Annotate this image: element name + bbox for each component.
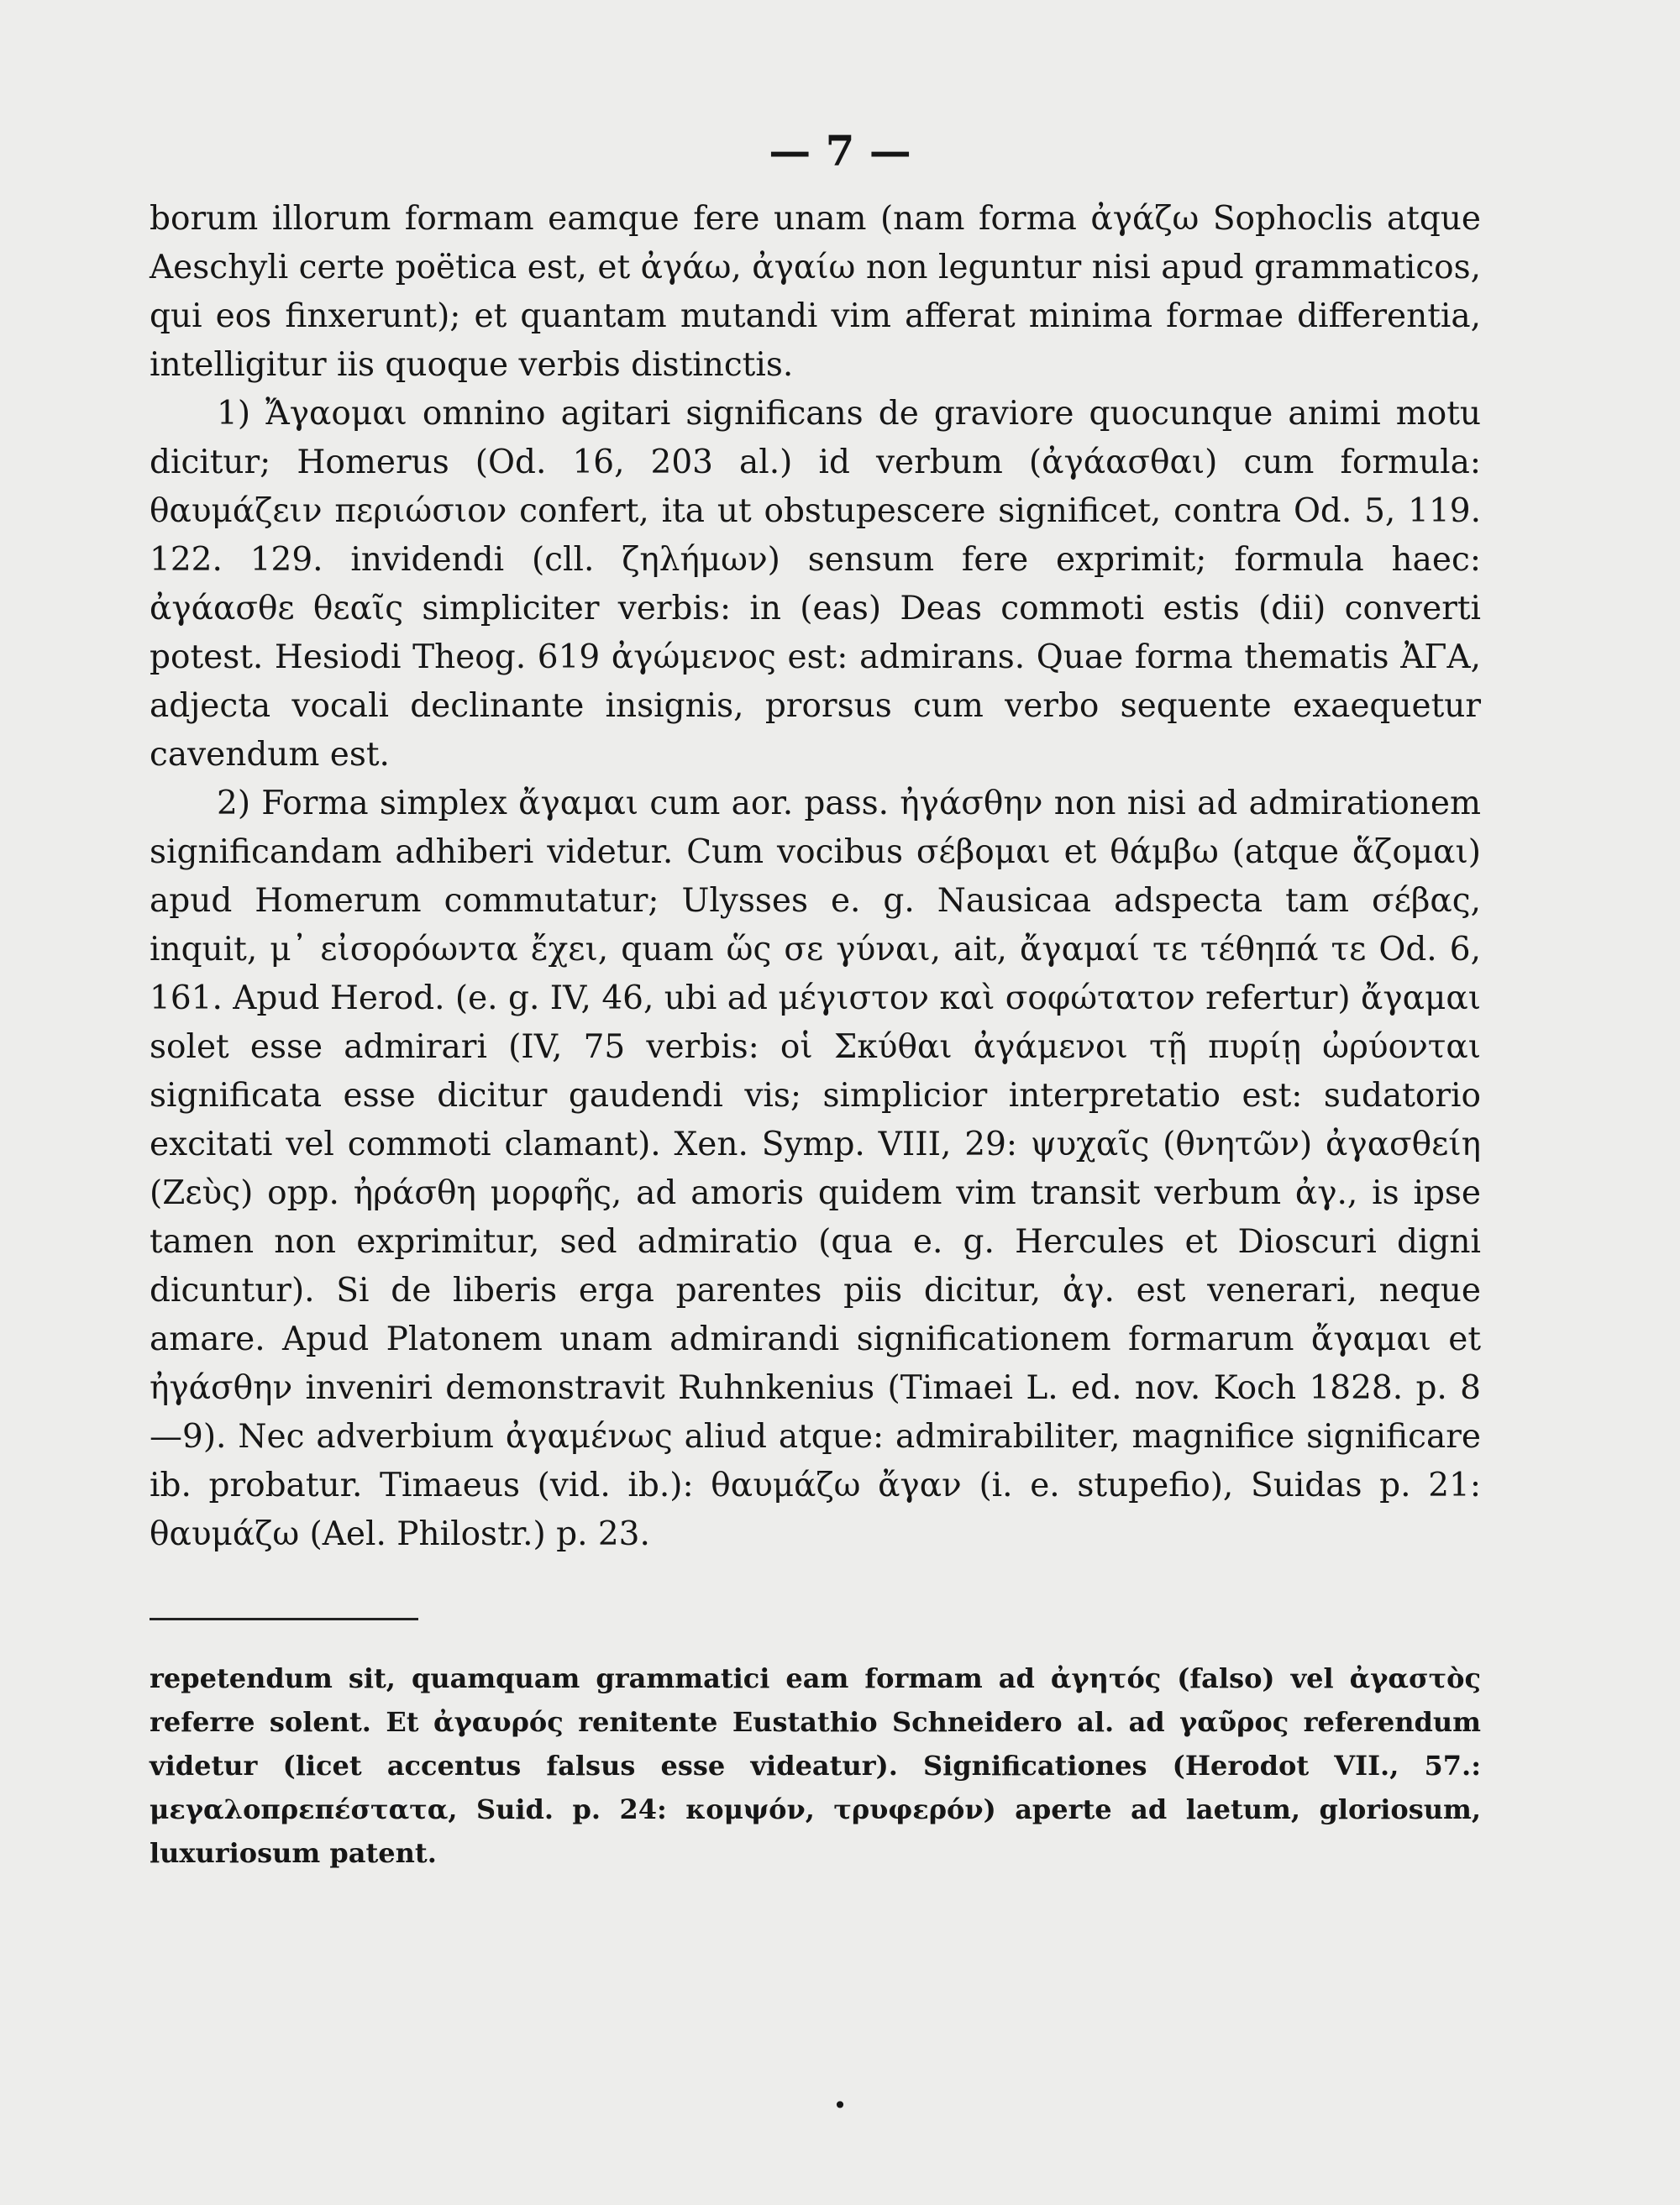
main-text: [150, 195, 1481, 1559]
footnote-divider: [150, 1618, 418, 1620]
footnote-text: repetendum sit, quamquam grammatici eam formam ad ἀγητός (falso) vel ἀγαστὸς referre solent. Et ἀγαυρός renitente Eustathio Schneidero al. ad γαῦρος referendum videtur (licet accentus falsus esse videatur). Significationes (Herodot VII., 57.: μεγαλοπρεπέστατα, Suid. p. 24: κομψόν, τρυφερόν) aperte ad laetum, gloriosum, luxuriosum patent.: [150, 1662, 1481, 1869]
footnote: [150, 1656, 1481, 1875]
body-paragraph: 1) Ἄγαομαι omnino agitari significans de graviore quocunque animi motu dicitur; Homerus (Od. 16, 203 al.) id verbum (ἀγάασθαι) cum formula: θαυμάζειν περιώσιον confert, ita ut obstupescere significet, contra Od. 5, 119. 122. 129. invidendi (cll. ζηλήμων) sensum fere exprimit; formula haec: ἀγάασθε θεαῖς simpliciter verbis: in (eas) Deas commoti estis (dii) converti potest. Hesiodi Theog. 619 ἀγώμενος est: admirans. Quae forma thematis ἈΓΑ, adjecta vocali declinante insignis, prorsus cum verbo sequente exaequetur cavendum est.: [150, 395, 1481, 774]
bottom-mark: •: [832, 2092, 848, 2119]
body-paragraph: borum illorum formam eamque fere unam (nam forma ἀγάζω Sophoclis atque Aeschyli certe poëtica est, et ἀγάω, ἀγαίω non leguntur nisi apud grammaticos, qui eos finxerunt); et quantam mutandi vim afferat minima formae differentia, intelligitur iis quoque verbis distinctis.: [150, 200, 1481, 384]
page-number: — 7 —: [769, 126, 911, 176]
body-paragraph: 2) Forma simplex ἄγαμαι cum aor. pass. ἠγάσθην non nisi ad admirationem significandam adhiberi videtur. Cum vocibus σέβομαι et θάμβω (atque ἅζομαι) apud Homerum commutatur; Ulysses e. g. Nausicaa adspecta tam σέβας, inquit, μ᾽ εἰσορόωντα ἔχει, quam ὥς σε γύναι, ait, ἄγαμαί τε τέθηπά τε Od. 6, 161. Apud Herod. (e. g. IV, 46, ubi ad μέγιστον καὶ σοφώτατον refertur) ἄγαμαι solet esse admirari (IV, 75 verbis: οἱ Σκύθαι ἀγάμενοι τῇ πυρίῃ ὠρύονται significata esse dicitur gaudendi vis; simplicior interpretatio est: sudatorio excitati vel commoti clamant). Xen. Symp. VIII, 29: ψυχαῖς (θνητῶν) ἀγασθείη (Ζεὺς) opp. ἠράσθη μορφῆς, ad amoris quidem vim transit verbum ἀγ., is ipse tamen non exprimitur, sed admiratio (qua e. g. Hercules et Dioscuri digni dicuntur). Si de liberis erga parentes piis dicitur, ἀγ. est venerari, neque amare. Apud Platonem unam admirandi significationem formarum ἄγαμαι et ἠγάσθην inveniri demonstravit Ruhnkenius (Timaei L. ed. nov. Koch 1828. p. 8—9). Nec adverbium ἀγαμένως aliud atque: admirabiliter, magnifice significare ib. probatur. Timaeus (vid. ib.): θαυμάζω ἄγαν (i. e. stupefio), Suidas p. 21: θαυμάζω (Ael. Philostr.) p. 23.: [150, 785, 1481, 1553]
